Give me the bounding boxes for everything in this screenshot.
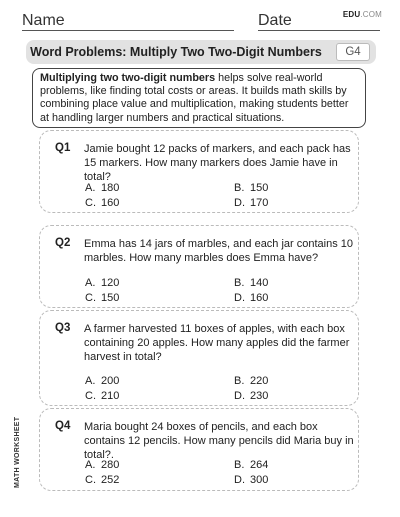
option-letter: A. [85, 459, 96, 471]
option-letter: D. [234, 390, 245, 402]
question-card-q4 [39, 408, 359, 491]
question-text: Emma has 14 jars of marbles, and each jar contains 10 marbles. How many marbles does Emma have? [84, 238, 354, 264]
name-label: Name [22, 12, 65, 29]
date-line [258, 30, 380, 31]
option-letter: A. [85, 277, 96, 289]
option-value: 160 [101, 197, 120, 209]
option-letter: C. [85, 292, 96, 304]
grade-badge: G4 [336, 43, 370, 61]
option-letter: C. [85, 197, 96, 209]
option-letter: B. [234, 375, 245, 387]
question-number: Q3 [55, 322, 71, 334]
option-letter: B. [234, 182, 245, 194]
option-value: 210 [101, 390, 120, 402]
question-number: Q4 [55, 420, 71, 432]
option-letter: D. [234, 474, 245, 486]
option-letter: A. [85, 375, 96, 387]
intro-text: helps solve real-world problems, like finding total costs or areas. It builds math skills by combining place value and multiplication, making students better at handling larger numbers and practical situations. [40, 72, 349, 124]
name-line [22, 30, 234, 31]
question-number: Q1 [55, 142, 71, 154]
question-text: Maria bought 24 boxes of pencils, and each box contains 12 pencils. How many pencils did Maria buy in total?. [84, 421, 354, 461]
question-number: Q2 [55, 237, 71, 249]
option-value: 252 [101, 474, 120, 486]
option-value: 120 [101, 277, 120, 289]
option-letter: B. [234, 277, 245, 289]
worksheet-title-bar [26, 40, 376, 64]
question-text: Jamie bought 12 packs of markers, and each pack has 15 markers. How many markers does Jamie have in total? [84, 143, 351, 183]
brand-name: EDU [342, 10, 361, 19]
option-letter: B. [234, 459, 245, 471]
option-letter: D. [234, 292, 245, 304]
option-letter: D. [234, 197, 245, 209]
intro-bold: Multiplying two two-digit numbers [40, 72, 216, 84]
option-value: 300 [250, 474, 269, 486]
brand-suffix: .COM [360, 10, 382, 19]
date-label: Date [258, 12, 292, 29]
question-text: A farmer harvested 11 boxes of apples, with each box containing 20 apples. How many apples did the farmer harvest in total? [84, 323, 350, 363]
intro-box [32, 68, 366, 128]
option-letter: C. [85, 390, 96, 402]
question-card-q1 [39, 130, 359, 213]
option-value: 230 [250, 390, 269, 402]
option-value: 150 [250, 182, 269, 194]
worksheet-title: Word Problems: Multiply Two Two-Digit Numbers [30, 45, 322, 59]
question-card-q2 [39, 225, 359, 308]
option-value: 264 [250, 459, 269, 471]
option-value: 220 [250, 375, 269, 387]
question-card-q3 [39, 310, 359, 406]
option-value: 170 [250, 197, 269, 209]
option-value: 280 [101, 459, 120, 471]
option-value: 200 [101, 375, 120, 387]
brand-logo [343, 10, 382, 19]
option-letter: A. [85, 182, 96, 194]
option-letter: C. [85, 474, 96, 486]
option-value: 140 [250, 277, 269, 289]
option-value: 150 [101, 292, 120, 304]
option-value: 160 [250, 292, 269, 304]
side-label: MATH WORKSHEET [14, 416, 21, 488]
option-value: 180 [101, 182, 120, 194]
